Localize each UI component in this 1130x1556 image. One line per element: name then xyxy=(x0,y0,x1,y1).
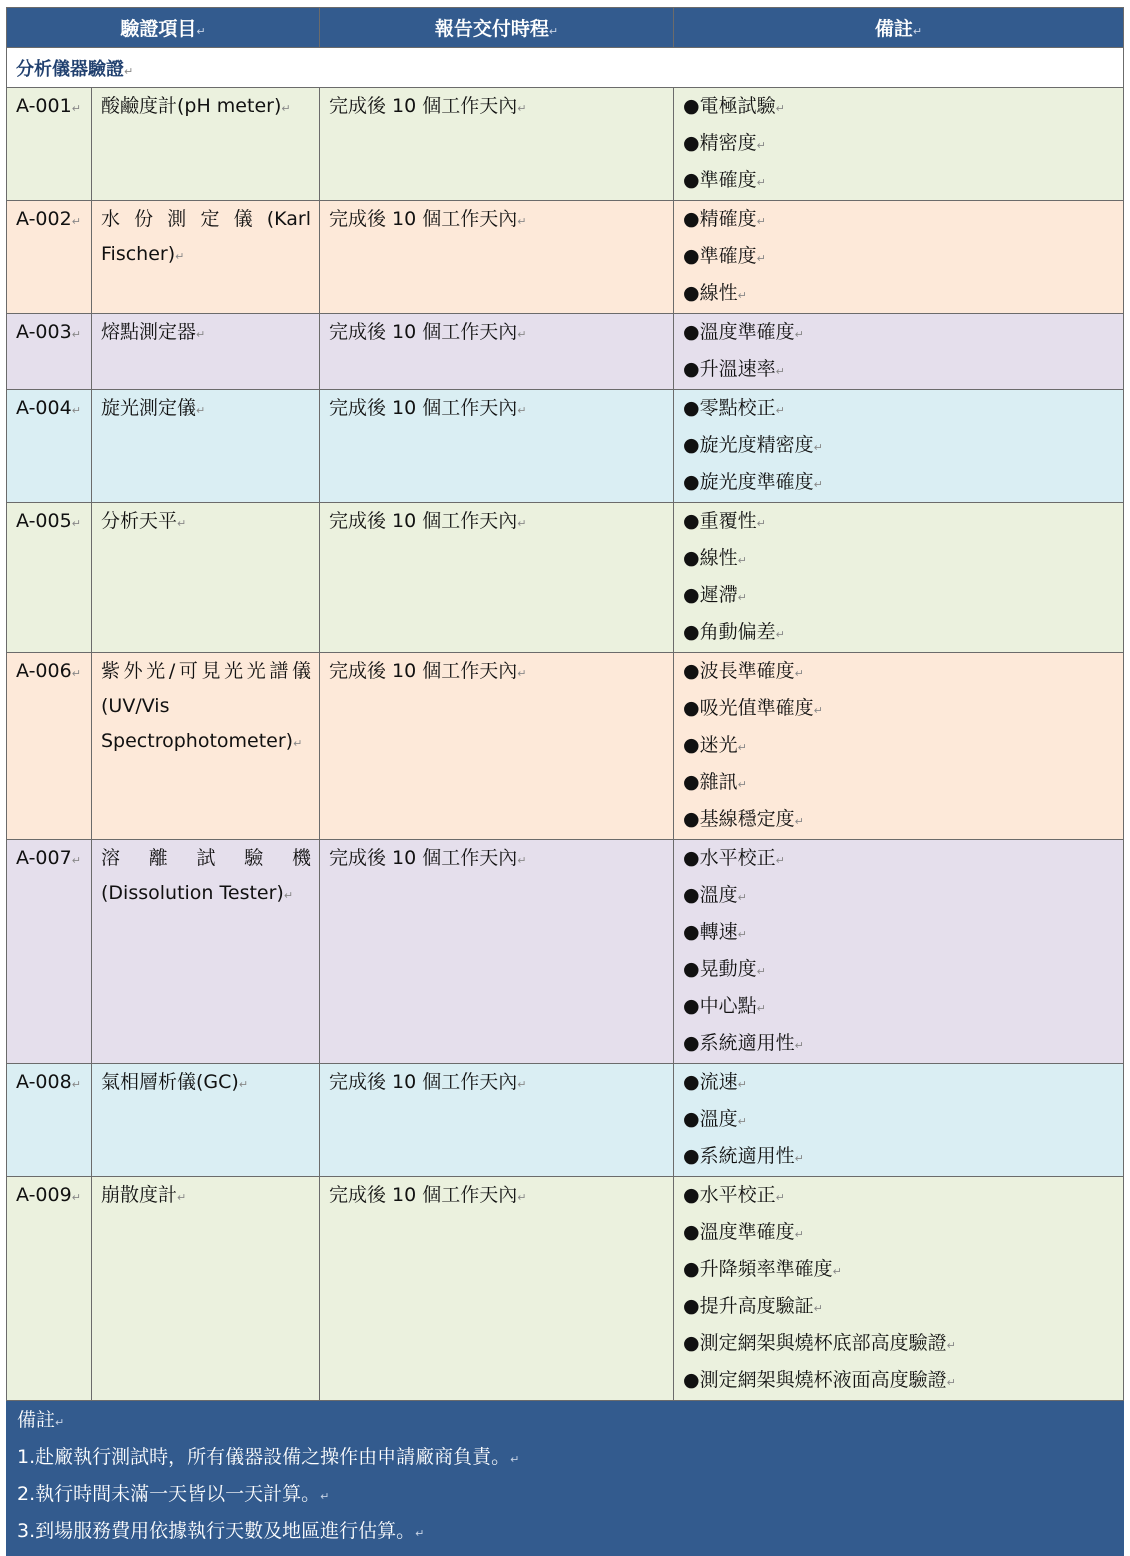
row-notes xyxy=(674,88,1124,201)
row-name: 分析天平↵ xyxy=(92,503,320,653)
row-id: A-002↵ xyxy=(7,201,92,314)
list-item: ● 晃動度↵ xyxy=(683,952,1115,989)
row-notes xyxy=(674,314,1124,390)
row-name: 旋光測定儀↵ xyxy=(92,390,320,503)
list-item: ● 電極試驗↵ xyxy=(683,89,1115,126)
row-name: 水 份 測 定 儀 (Karl Fischer)↵ xyxy=(92,201,320,314)
row-schedule: 完成後 10 個工作天內↵ xyxy=(320,1064,674,1177)
list-item: ● 角動偏差↵ xyxy=(683,615,1115,652)
list-item: ● 遲滯↵ xyxy=(683,578,1115,615)
row-schedule: 完成後 10 個工作天內↵ xyxy=(320,503,674,653)
list-item: ● 精確度↵ xyxy=(683,202,1115,239)
list-item: ● 水平校正↵ xyxy=(683,841,1115,878)
row-notes xyxy=(674,1064,1124,1177)
row-notes xyxy=(674,840,1124,1064)
list-item: ● 水平校正↵ xyxy=(683,1178,1115,1215)
row-schedule: 完成後 10 個工作天內↵ xyxy=(320,390,674,503)
list-item: ● 系統適用性↵ xyxy=(683,1026,1115,1063)
list-item: ● 基線穩定度↵ xyxy=(683,802,1115,839)
list-item: ● 波長準確度↵ xyxy=(683,654,1115,691)
list-item: ● 溫度↵ xyxy=(683,1102,1115,1139)
table-row xyxy=(7,390,1124,503)
row-name: 溶 離 試 驗 機 (Dissolution Tester)↵ xyxy=(92,840,320,1064)
list-item: ● 重覆性↵ xyxy=(683,504,1115,541)
header-item: 驗證項目↵ xyxy=(7,8,320,48)
list-item: ● 雜訊↵ xyxy=(683,765,1115,802)
footer-title: 備註↵ xyxy=(17,1409,65,1431)
table-row xyxy=(7,653,1124,840)
table-row xyxy=(7,88,1124,201)
table-row xyxy=(7,1177,1124,1401)
footer-line: 1.赴廠執行測試時，所有儀器設備之操作由申請廠商負責。↵ xyxy=(17,1446,520,1468)
row-schedule: 完成後 10 個工作天內↵ xyxy=(320,88,674,201)
row-id: A-004↵ xyxy=(7,390,92,503)
row-name: 崩散度計↵ xyxy=(92,1177,320,1401)
row-schedule: 完成後 10 個工作天內↵ xyxy=(320,201,674,314)
table-row xyxy=(7,840,1124,1064)
footer-line: 3.到場服務費用依據執行天數及地區進行估算。↵ xyxy=(17,1520,425,1542)
row-notes xyxy=(674,201,1124,314)
row-name: 氣相層析儀(GC)↵ xyxy=(92,1064,320,1177)
list-item: ● 測定網架與燒杯底部高度驗證↵ xyxy=(683,1326,1115,1363)
row-notes xyxy=(674,503,1124,653)
list-item: ● 精密度↵ xyxy=(683,126,1115,163)
verification-table xyxy=(6,7,1124,1556)
list-item: ● 轉速↵ xyxy=(683,915,1115,952)
row-schedule: 完成後 10 個工作天內↵ xyxy=(320,840,674,1064)
list-item: ● 測定網架與燒杯液面高度驗證↵ xyxy=(683,1363,1115,1400)
row-name: 酸鹼度計(pH meter)↵ xyxy=(92,88,320,201)
list-item: ● 溫度↵ xyxy=(683,878,1115,915)
list-item: ● 迷光↵ xyxy=(683,728,1115,765)
row-name: 紫外光/可見光光譜儀 (UV/Vis Spectrophotometer)↵ xyxy=(92,653,320,840)
list-item: ● 流速↵ xyxy=(683,1065,1115,1102)
list-item: ● 旋光度準確度↵ xyxy=(683,465,1115,502)
row-notes xyxy=(674,390,1124,503)
table-row xyxy=(7,314,1124,390)
list-item: ● 提升高度驗証↵ xyxy=(683,1289,1115,1326)
row-id: A-009↵ xyxy=(7,1177,92,1401)
table-header-row xyxy=(7,8,1124,48)
row-id: A-007↵ xyxy=(7,840,92,1064)
footer-line: 2.執行時間未滿一天皆以一天計算。↵ xyxy=(17,1483,330,1505)
row-notes xyxy=(674,653,1124,840)
table-row xyxy=(7,1064,1124,1177)
list-item: ● 吸光值準確度↵ xyxy=(683,691,1115,728)
list-item: ● 線性↵ xyxy=(683,276,1115,313)
list-item: ● 準確度↵ xyxy=(683,239,1115,276)
table-row xyxy=(7,201,1124,314)
footer-notes-row xyxy=(7,1401,1124,1556)
row-id: A-003↵ xyxy=(7,314,92,390)
list-item: ● 溫度準確度↵ xyxy=(683,315,1115,352)
list-item: ● 升降頻率準確度↵ xyxy=(683,1252,1115,1289)
list-item: ● 溫度準確度↵ xyxy=(683,1215,1115,1252)
list-item: ● 線性↵ xyxy=(683,541,1115,578)
row-id: A-001↵ xyxy=(7,88,92,201)
header-notes: 備註↵ xyxy=(674,8,1124,48)
header-schedule: 報告交付時程↵ xyxy=(320,8,674,48)
list-item: ● 準確度↵ xyxy=(683,163,1115,200)
list-item: ● 中心點↵ xyxy=(683,989,1115,1026)
row-schedule: 完成後 10 個工作天內↵ xyxy=(320,653,674,840)
row-id: A-005↵ xyxy=(7,503,92,653)
row-schedule: 完成後 10 個工作天內↵ xyxy=(320,1177,674,1401)
list-item: ● 系統適用性↵ xyxy=(683,1139,1115,1176)
list-item: ● 零點校正↵ xyxy=(683,391,1115,428)
row-id: A-008↵ xyxy=(7,1064,92,1177)
list-item: ● 升溫速率↵ xyxy=(683,352,1115,389)
row-name: 熔點測定器↵ xyxy=(92,314,320,390)
section-row xyxy=(7,48,1124,88)
footer-notes xyxy=(7,1401,1124,1556)
table-row xyxy=(7,503,1124,653)
row-schedule: 完成後 10 個工作天內↵ xyxy=(320,314,674,390)
row-id: A-006↵ xyxy=(7,653,92,840)
list-item: ● 旋光度精密度↵ xyxy=(683,428,1115,465)
row-notes xyxy=(674,1177,1124,1401)
section-title: 分析儀器驗證↵ xyxy=(7,48,1124,88)
